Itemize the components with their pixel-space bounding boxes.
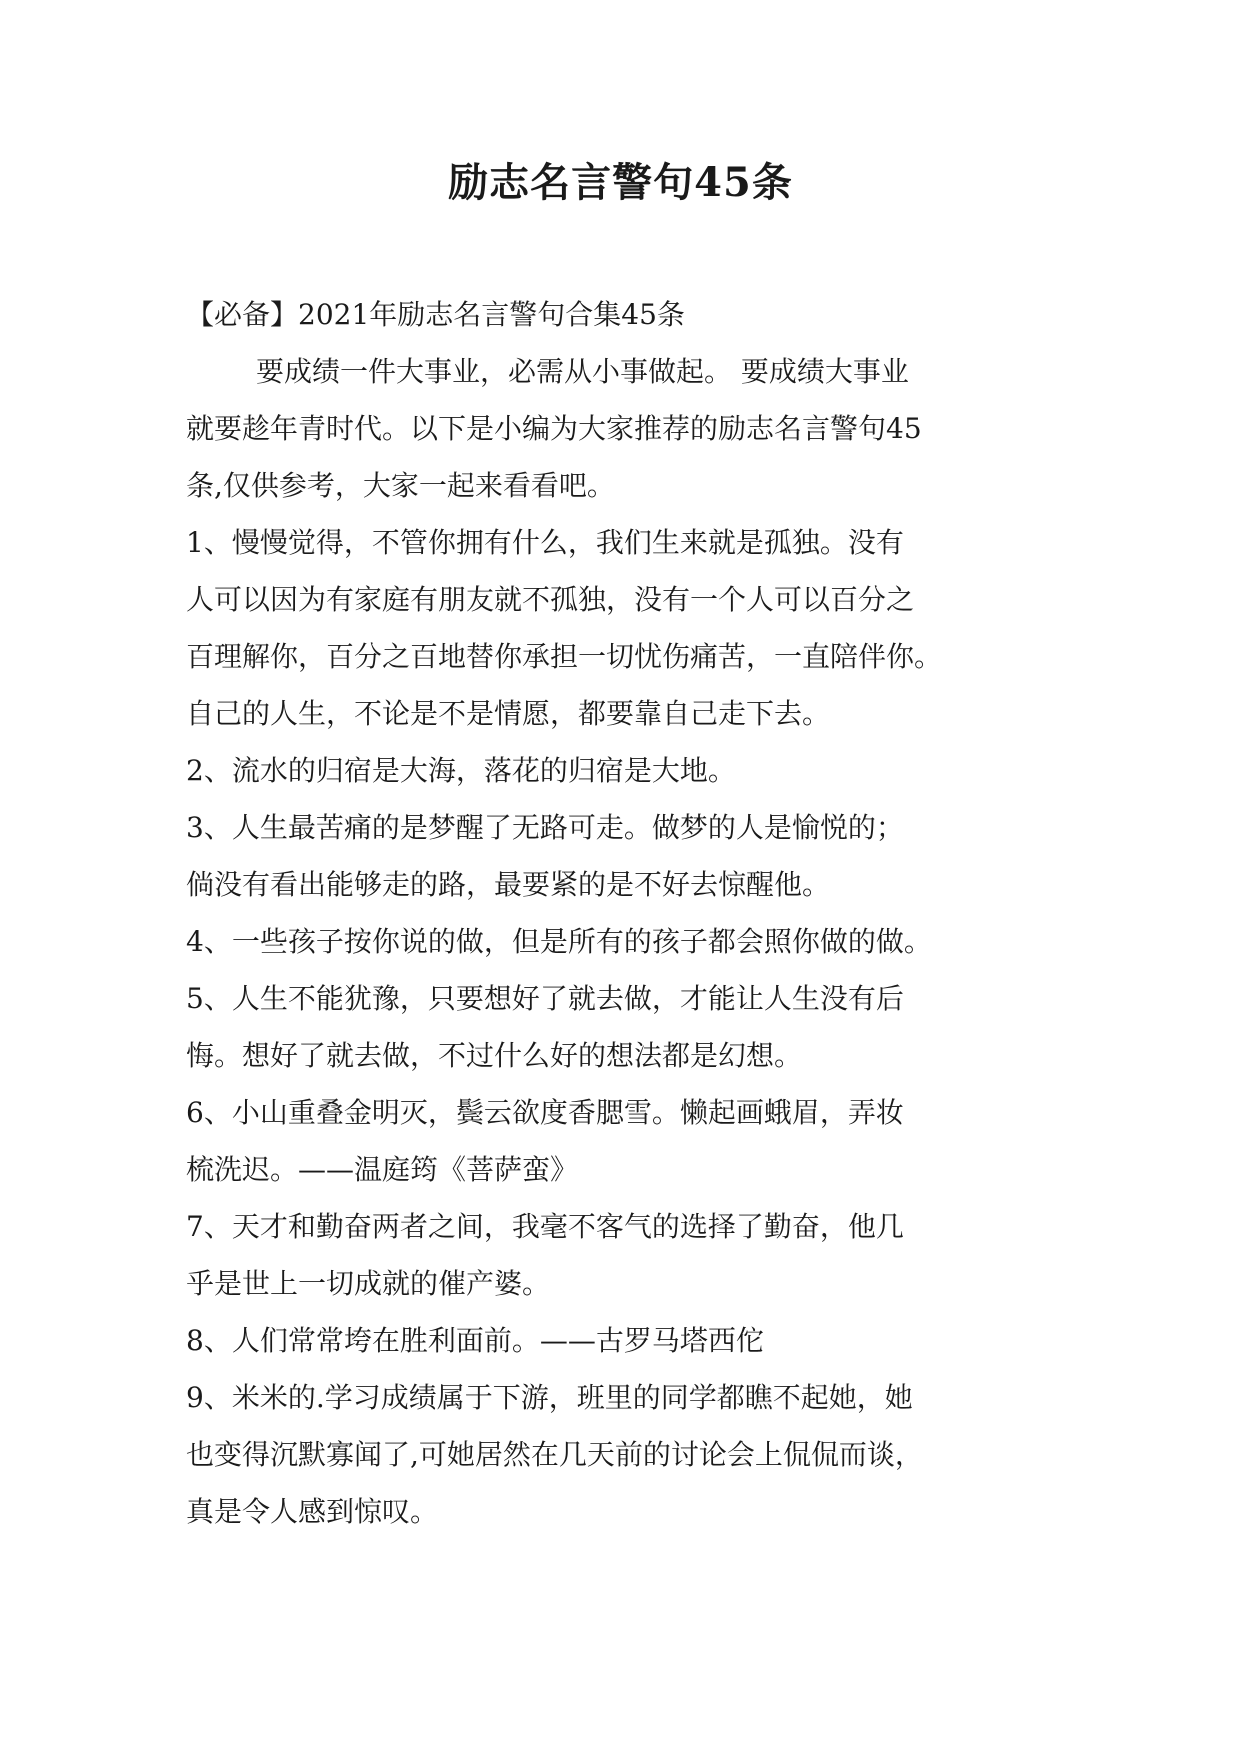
quote-item-line: 也变得沉默寡闻了,可她居然在几天前的讨论会上侃侃而谈， <box>186 1438 923 1471</box>
quote-item-line: 9、米米的.学习成绩属于下游，班里的同学都瞧不起她，她 <box>186 1381 913 1414</box>
intro-paragraph-line: 就要趁年青时代。以下是小编为大家推荐的励志名言警句45 <box>186 412 922 445</box>
document-title: 励志名言警句45条 <box>448 159 793 206</box>
quote-item-line: 6、小山重叠金明灭，鬓云欲度香腮雪。懒起画蛾眉，弄妆 <box>186 1096 904 1129</box>
quote-item-line: 自己的人生，不论是不是情愿，都要靠自己走下去。 <box>186 697 831 730</box>
quote-item-line: 5、人生不能犹豫，只要想好了就去做，才能让人生没有后 <box>186 982 904 1015</box>
quote-item-line: 1、慢慢觉得，不管你拥有什么，我们生来就是孤独。没有 <box>186 526 904 559</box>
quote-item-line: 4、一些孩子按你说的做，但是所有的孩子都会照你做的做。 <box>186 925 932 958</box>
quote-item-line: 乎是世上一切成就的催产婆。 <box>186 1267 551 1300</box>
quote-item-line: 人可以因为有家庭有朋友就不孤独，没有一个人可以百分之 <box>186 583 915 616</box>
intro-paragraph-line: 要成绩一件大事业，必需从小事做起。 要成绩大事业 <box>256 355 909 388</box>
quote-item-line: 悔。想好了就去做，不过什么好的想法都是幻想。 <box>186 1039 803 1072</box>
quote-item-line: 梳洗迟。——温庭筠《菩萨蛮》 <box>186 1153 579 1186</box>
document-body <box>186 286 1066 1540</box>
quote-item-line: 倘没有看出能够走的路，最要紧的是不好去惊醒他。 <box>186 868 831 901</box>
intro-paragraph-line: 条,仅供参考，大家一起来看看吧。 <box>186 469 615 502</box>
quote-item-line: 百理解你，百分之百地替你承担一切忧伤痛苦，一直陪伴你。 <box>186 640 943 673</box>
quote-item-line: 2、流水的归宿是大海，落花的归宿是大地。 <box>186 754 736 787</box>
subtitle-line: 【必备】2021年励志名言警句合集45条 <box>186 298 685 331</box>
quote-item-line: 7、天才和勤奋两者之间，我毫不客气的选择了勤奋，他几 <box>186 1210 904 1243</box>
quote-item-line: 3、人生最苦痛的是梦醒了无路可走。做梦的人是愉悦的； <box>186 811 904 844</box>
quote-item-line: 8、人们常常垮在胜利面前。——古罗马塔西佗 <box>186 1324 764 1357</box>
quote-item-line: 真是令人感到惊叹。 <box>186 1495 439 1528</box>
